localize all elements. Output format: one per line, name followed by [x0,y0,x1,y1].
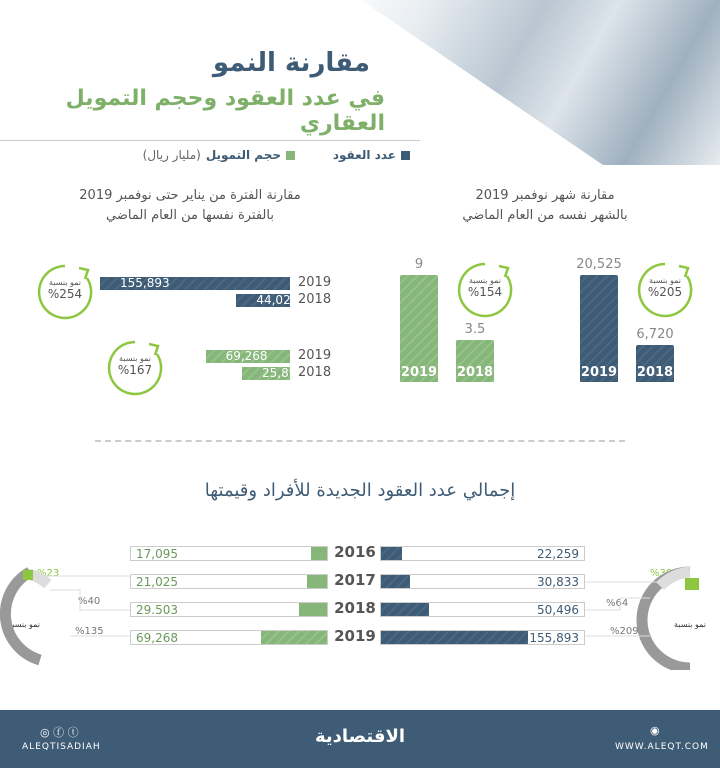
growth-badge [35,262,95,322]
legend-swatch [286,151,295,160]
year-label: 2018 [298,365,332,380]
growth-label: نمو بنسبة [8,620,41,629]
value-label: 29.503 [136,603,178,617]
value-label: 155,893 [529,631,579,645]
social-handle[interactable]: ALEQTISADIAH [22,742,101,752]
legend-label: حجم التمويل [205,148,281,162]
contracts-row [380,546,585,561]
growth-percent: %209 [610,626,639,637]
year-label: 2018 [298,292,332,307]
growth-label: نمو بنسبة [468,276,501,285]
left-heading [60,186,320,226]
year-label: 2017 [334,571,376,589]
section-divider [95,440,625,442]
growth-text [455,276,515,299]
logo: الاقتصادية [314,726,406,747]
growth-label: نمو بنسبة [48,278,81,287]
growth-label: نمو بنسبة [674,620,707,629]
chart-subtitle: بالشهر نفسه من العام الماضي [462,208,628,223]
bar: 155,893 [100,277,290,290]
value-label: 9 [414,257,424,272]
growth-value: %154 [467,285,503,299]
right-heading [420,186,670,226]
bar: 2019 [580,275,618,382]
growth-badge [105,338,165,398]
website-link[interactable]: WWW.ALEQT.COM [615,742,709,752]
bar [311,547,327,560]
value-label: 21,025 [136,575,178,589]
legend-financing [143,148,295,162]
growth-percent: %40 [78,596,101,607]
divider [0,140,420,141]
web-icon: ◉ [650,724,660,737]
value-label: 22,259 [537,547,579,561]
growth-badge [455,260,515,320]
growth-label: نمو بنسبة [648,276,681,285]
value-label: 6,720 [636,327,674,342]
value-label: 69,268 [136,631,178,645]
bar: 2018 [456,340,494,382]
bar: 25,897 [242,367,290,380]
legend-swatch [401,151,410,160]
value-label: 50,496 [537,603,579,617]
year-label: 2019 [298,275,332,290]
chart-subtitle: بالفترة نفسها من العام الماضي [106,208,274,223]
growth-percent: %23 [37,568,60,579]
growth-label: نمو بنسبة [118,354,151,363]
growth-percent: %135 [75,626,104,637]
value-label: 30,833 [537,575,579,589]
value-label: 3.5 [464,322,486,338]
growth-badge [635,260,695,320]
growth-percent: %64 [606,598,629,609]
value-label: 17,095 [136,547,178,561]
growth-value: %167 [117,363,153,377]
bar: 2018 [636,345,674,382]
growth-value: %205 [647,285,683,299]
footer [0,710,720,768]
page-subtitle: في عدد العقود وحجم التمويل العقاري [65,86,385,136]
social-icons: ◎ ⓕ ⓣ [40,726,79,739]
growth-text [105,354,165,377]
value-label: 20,525 [576,257,622,272]
growth-value: %254 [47,287,83,301]
legend-unit: (مليار ريال) [142,148,201,162]
page-title: مقارنة النمو [212,48,370,78]
growth-text [35,278,95,301]
bar: 2019 [400,275,438,382]
year-label: 2019 [298,348,332,363]
legend-contracts [333,148,410,162]
growth-text [635,276,695,299]
year-label: 2019 [334,627,376,645]
section-title: إجمالي عدد العقود الجديدة للأفراد وقيمتها [204,480,516,501]
year-label: 2016 [334,543,376,561]
bar: 44,021 [236,294,290,307]
legend-label: عدد العقود [332,148,396,162]
chart-title: مقارنة الفترة من يناير حتى نوفمبر 2019 [79,188,301,203]
growth-donuts [0,560,720,670]
year-label: 2018 [334,599,376,617]
growth-percent: %39 [650,568,673,579]
bar: 69,268 [206,350,290,363]
financing-row [130,546,328,561]
chart-title: مقارنة شهر نوفمبر 2019 [475,188,615,203]
bar [381,547,402,560]
